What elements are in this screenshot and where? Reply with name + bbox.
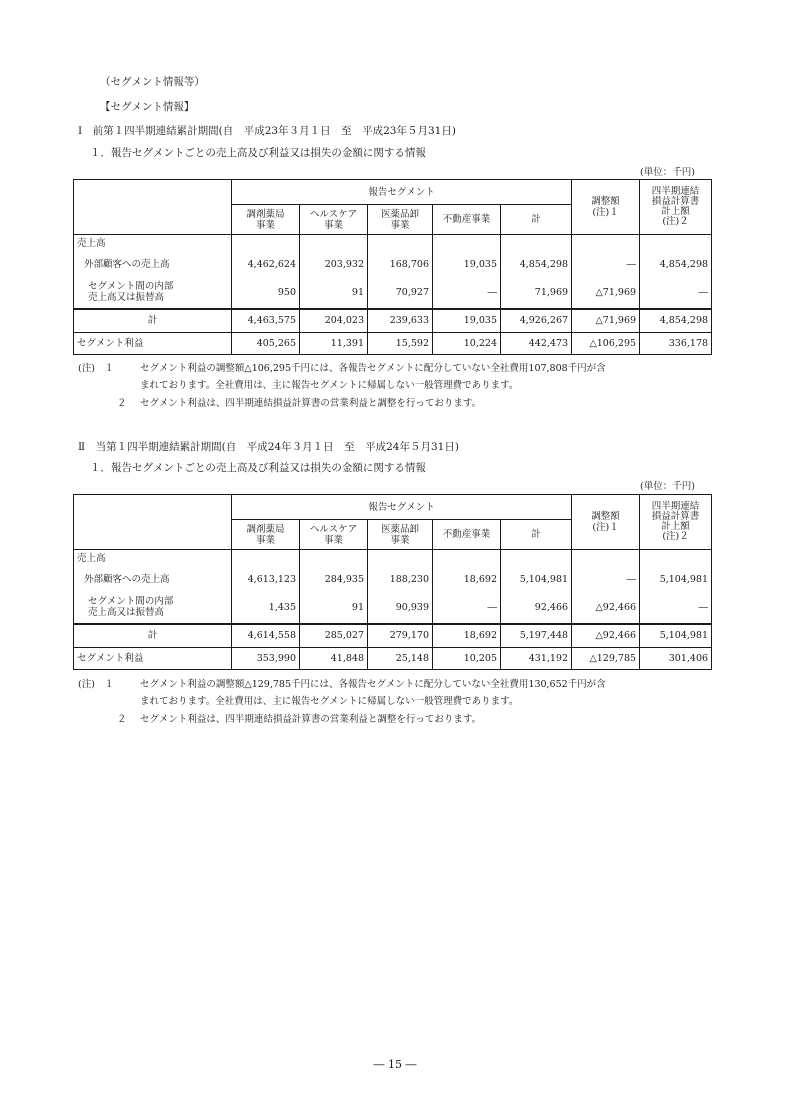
- header-healthcare: ヘルスケア 事業: [300, 520, 368, 550]
- table-cell: 285,027: [300, 624, 368, 648]
- table-cell: 5,104,981: [501, 568, 572, 592]
- header-healthcare: ヘルスケア 事業: [300, 205, 368, 235]
- header-reporting-segment: 報告セグメント: [232, 495, 572, 520]
- table-cell: 18,692: [433, 624, 501, 648]
- row-label-total: 計: [74, 309, 232, 333]
- table-cell: 70,927: [368, 277, 433, 309]
- table-cell: △106,295: [572, 333, 640, 355]
- section1-note2-head: ２: [117, 398, 127, 409]
- section2-segment-table: [73, 494, 712, 670]
- section1-unit: (単位：千円): [640, 167, 695, 178]
- table-cell: 4,926,267: [501, 309, 572, 333]
- table-cell: 284,935: [300, 568, 368, 592]
- header-subtotal: 計: [501, 520, 572, 550]
- table-cell: 19,035: [433, 253, 501, 277]
- table-cell: 91: [300, 592, 368, 624]
- row-label-sales: 売上高: [74, 235, 232, 253]
- section2-unit: (単位：千円): [640, 481, 695, 492]
- table-cell: ―: [572, 568, 640, 592]
- table-cell: 5,104,981: [640, 624, 712, 648]
- table-corner-cell: [74, 180, 232, 235]
- section-label-segment-info: 【セグメント情報】: [100, 101, 195, 113]
- page-number: ― 15 ―: [373, 1058, 417, 1071]
- table-cell: 336,178: [640, 333, 712, 355]
- section2-note1-line1: セグメント利益の調整額△129,785千円には、各報告セグメントに配分していない全社費用130,652千円が含: [140, 679, 606, 690]
- table-cell: ―: [433, 592, 501, 624]
- table-cell: 204,023: [300, 309, 368, 333]
- table-cell: 1,435: [232, 592, 300, 624]
- row-label-total: 計: [74, 624, 232, 648]
- header-pharma-wholesale: 医薬品卸 事業: [368, 520, 433, 550]
- table-cell: 279,170: [368, 624, 433, 648]
- row-label-intersegment: セグメント間の内部 売上高又は振替高: [74, 592, 232, 624]
- table-cell: 19,035: [433, 309, 501, 333]
- table-cell: 10,205: [433, 648, 501, 670]
- section2-note1-line2: まれております。全社費用は、主に報告セグメントに帰属しない一般管理費であります。: [140, 696, 519, 707]
- table-cell: ―: [433, 277, 501, 309]
- table-cell: 950: [232, 277, 300, 309]
- table-cell: 15,592: [368, 333, 433, 355]
- section1-note1-head: (注) １: [78, 363, 114, 374]
- table-cell: 4,854,298: [640, 253, 712, 277]
- table-cell: 442,473: [501, 333, 572, 355]
- table-cell: 4,462,624: [232, 253, 300, 277]
- section-label-segment-info-etc: （セグメント情報等）: [100, 76, 205, 88]
- table-corner-cell: [74, 495, 232, 550]
- section1-segment-table: [73, 179, 712, 355]
- table-cell: 41,848: [300, 648, 368, 670]
- table-cell: 405,265: [232, 333, 300, 355]
- section2-heading: Ⅱ 当第１四半期連結累計期間(自 平成24年３月１日 至 平成24年５月31日): [78, 441, 459, 453]
- table-cell: 91: [300, 277, 368, 309]
- table-cell: 5,197,448: [501, 624, 572, 648]
- row-label-segment-profit: セグメント利益: [74, 648, 232, 670]
- section1-subheading: １．報告セグメントごとの売上高及び利益又は損失の金額に関する情報: [90, 147, 426, 159]
- table-cell: 10,224: [433, 333, 501, 355]
- row-label-segment-profit: セグメント利益: [74, 333, 232, 355]
- table-cell: 90,939: [368, 592, 433, 624]
- section1-note2-line1: セグメント利益は、四半期連結損益計算書の営業利益と調整を行っております。: [140, 398, 482, 409]
- header-adjustment: 調整額 (注)１: [572, 180, 640, 235]
- table-cell: 5,104,981: [640, 568, 712, 592]
- table-cell: 353,990: [232, 648, 300, 670]
- table-cell: △129,785: [572, 648, 640, 670]
- row-label-external-sales: 外部顧客への売上高: [74, 568, 232, 592]
- row-label-intersegment: セグメント間の内部 売上高又は振替高: [74, 277, 232, 309]
- header-adjustment: 調整額 (注)１: [572, 495, 640, 550]
- section1-note1-line1: セグメント利益の調整額△106,295千円には、各報告セグメントに配分していない全社費用107,808千円が含: [140, 363, 606, 374]
- table-cell: △92,466: [572, 592, 640, 624]
- table-cell: ―: [640, 592, 712, 624]
- header-consolidated-amount: 四半期連結 損益計算書 計上額 (注)２: [640, 495, 712, 550]
- header-subtotal: 計: [501, 205, 572, 235]
- table-cell: △71,969: [572, 277, 640, 309]
- section1-note1-line2: まれております。全社費用は、主に報告セグメントに帰属しない一般管理費であります。: [140, 380, 519, 391]
- table-cell: 92,466: [501, 592, 572, 624]
- table-cell: 168,706: [368, 253, 433, 277]
- header-real-estate: 不動産事業: [433, 205, 501, 235]
- section2-note2-line1: セグメント利益は、四半期連結損益計算書の営業利益と調整を行っております。: [140, 714, 482, 725]
- table-cell: 25,148: [368, 648, 433, 670]
- table-cell: △92,466: [572, 624, 640, 648]
- row-label-sales: 売上高: [74, 550, 232, 568]
- table-cell: 4,614,558: [232, 624, 300, 648]
- section1-heading: Ⅰ 前第１四半期連結累計期間(自 平成23年３月１日 至 平成23年５月31日): [78, 125, 456, 137]
- table-cell: ―: [572, 253, 640, 277]
- table-cell: 4,463,575: [232, 309, 300, 333]
- table-cell: 188,230: [368, 568, 433, 592]
- section2-subheading: １．報告セグメントごとの売上高及び利益又は損失の金額に関する情報: [90, 462, 426, 474]
- header-dispensing-pharmacy: 調剤薬局 事業: [232, 205, 300, 235]
- header-dispensing-pharmacy: 調剤薬局 事業: [232, 520, 300, 550]
- table-cell: 4,854,298: [501, 253, 572, 277]
- table-cell: 71,969: [501, 277, 572, 309]
- row-label-external-sales: 外部顧客への売上高: [74, 253, 232, 277]
- header-reporting-segment: 報告セグメント: [232, 180, 572, 205]
- table-cell: 203,932: [300, 253, 368, 277]
- table-cell: 431,192: [501, 648, 572, 670]
- header-real-estate: 不動産事業: [433, 520, 501, 550]
- section2-note2-head: ２: [117, 714, 127, 725]
- table-cell: 301,406: [640, 648, 712, 670]
- table-cell: 239,633: [368, 309, 433, 333]
- table-cell: 4,854,298: [640, 309, 712, 333]
- header-pharma-wholesale: 医薬品卸 事業: [368, 205, 433, 235]
- table-cell: 18,692: [433, 568, 501, 592]
- table-cell: △71,969: [572, 309, 640, 333]
- section2-note1-head: (注) １: [78, 679, 114, 690]
- header-consolidated-amount: 四半期連結 損益計算書 計上額 (注)２: [640, 180, 712, 235]
- table-cell: 4,613,123: [232, 568, 300, 592]
- table-cell: ―: [640, 277, 712, 309]
- table-cell: 11,391: [300, 333, 368, 355]
